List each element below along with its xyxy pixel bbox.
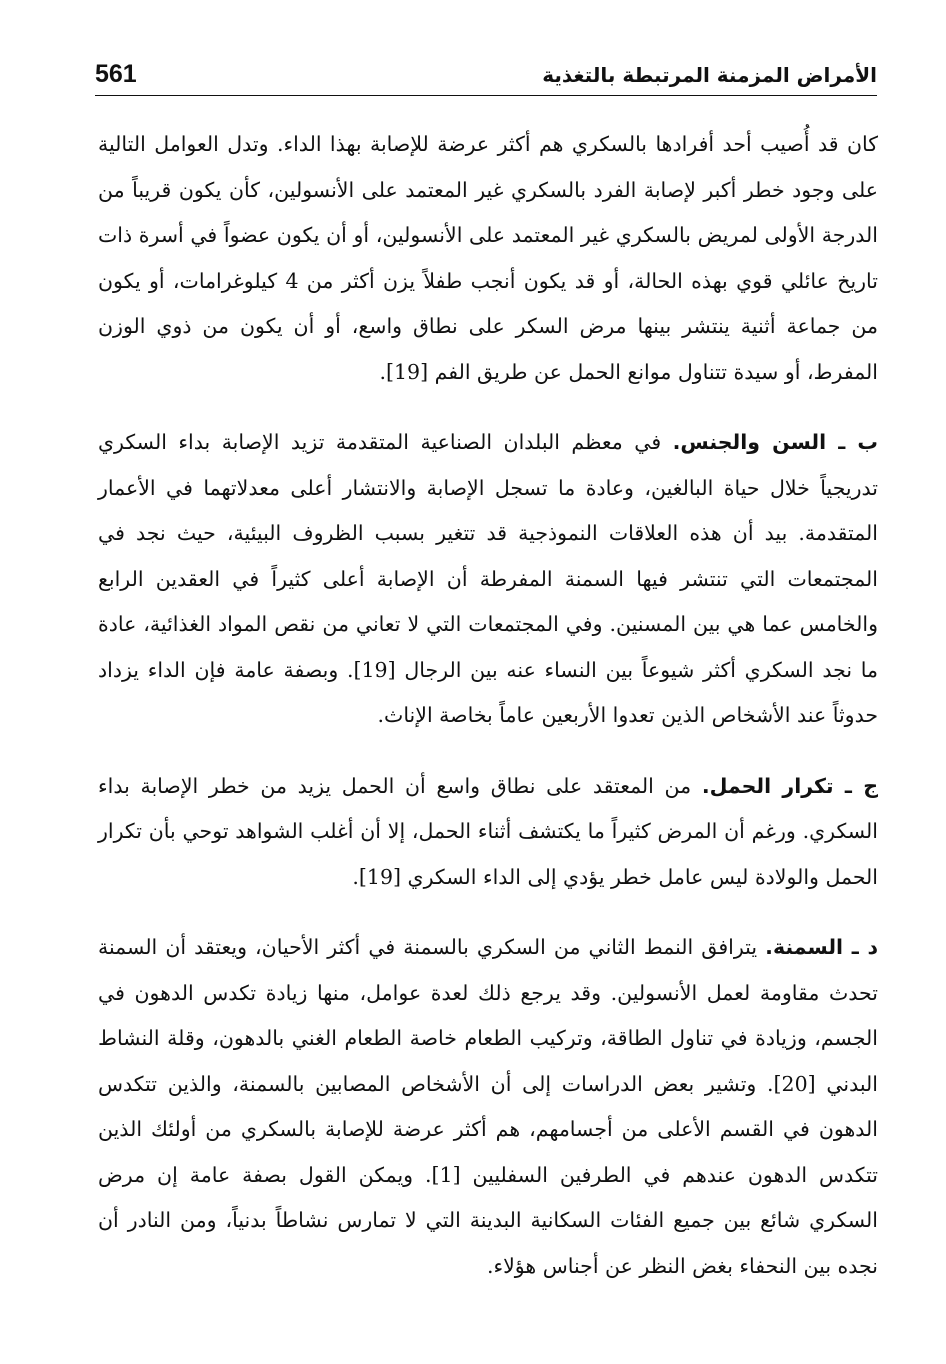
paragraph-lead-in: د ـ السمنة.	[765, 935, 878, 959]
paragraph-lead-in: ب ـ السن والجنس.	[672, 430, 878, 454]
paragraph-risk-factors	[98, 122, 878, 395]
paragraph-lead-in: ج ـ تكرار الحمل.	[701, 773, 878, 798]
page-number: 561	[95, 60, 137, 88]
paragraph-text: كان قد أُصيب أحد أفرادها بالسكري هم أكثر عرضة للإصابة بهذا الداء. وتدل العوامل التالية على وجود خطر أكبر لإصابة الفرد بالسكري غير المعتمد على الأنسولين، كأن يكون قريباً من الدرجة الأولى لمريض بالسكري غير المعتمد على الأنسولين، أو أن يكون عضواً في أسرة ذات تاريخ عائلي قوي بهذه الحالة، أو قد يكون أنجب طفلاً يزن أكثر من 4 كيلوغرامات، أو يكون من جماعة أثنية ينتشر بينها مرض السكر على نطاق واسع، أو أن يكون من ذوي الوزن المفرط، أو سيدة تتناول موانع الحمل عن طريق الفم [19].	[98, 132, 879, 384]
paragraph-text: من المعتقد على نطاق واسع أن الحمل يزيد من خطر الإصابة بداء السكري. ورغم أن المرض كثيراً ما يكتشف أثناء الحمل، إلا أن أغلب الشواهد توحي بأن تكرار الحمل والولادة ليس عامل خطر يؤدي إلى الداء السكري [19].	[98, 773, 878, 889]
body-text	[98, 122, 878, 1289]
paragraph-text: يترافق النمط الثاني من السكري بالسمنة في أكثر الأحيان، ويعتقد أن السمنة تحدث مقاومة لعمل الأنسولين. وقد يرجع ذلك لعدة عوامل، منها زيادة تكدس الدهون في الجسم، وزيادة في تناول الطاقة، وتركيب الطعام خاصة الطعام الغني بالدهون، وقلة النشاط البدني [20]. وتشير بعض الدراسات إلى أن الأشخاص المصابين بالسمنة، والذين تتكدس الدهون في القسم الأعلى من أجسامهم، هم أكثر عرضة للإصابة بالسكري من أولئك الذين تتكدس الدهون عندهم في الطرفين السفليين [1]. ويمكن القول بصفة عامة إن مرض السكري شائع بين جميع الفئات السكانية البدينة التي لا تمارس نشاطاً بدنياً، ومن النادر أن نجده بين النحفاء بغض النظر عن أجناس هؤلاء.	[98, 935, 878, 1278]
running-header-title: الأمراض المزمنة المرتبطة بالتغذية	[542, 63, 877, 87]
paragraph-text: في معظم البلدان الصناعية المتقدمة تزيد الإصابة بداء السكري تدريجياً خلال حياة البالغين، وعادة ما تسجل الإصابة والانتشار أعلى معدلاتهما في الأعمار المتقدمة. بيد أن هذه العلاقات النموذجية قد تتغير بسبب الظروف البيئية، حيث نجد في المجتمعات التي تنتشر فيها السمنة المفرطة أن الإصابة أعلى كثيراً في العقدين الرابع والخامس عما هي بين المسنين. وفي المجتمعات التي لا تعاني من نقص المواد الغذائية، عادة ما نجد السكري أكثر شيوعاً بين النساء عنه بين الرجال [19]. وبصفة عامة فإن الداء يزداد حدوثاً عند الأشخاص الذين تعدوا الأربعين عاماً بخاصة الإناث.	[98, 430, 878, 727]
paragraph-pregnancy	[98, 764, 878, 901]
paragraph-age-sex	[98, 420, 878, 739]
paragraph-obesity	[98, 925, 878, 1289]
header-rule	[95, 95, 877, 96]
running-header	[95, 58, 877, 94]
